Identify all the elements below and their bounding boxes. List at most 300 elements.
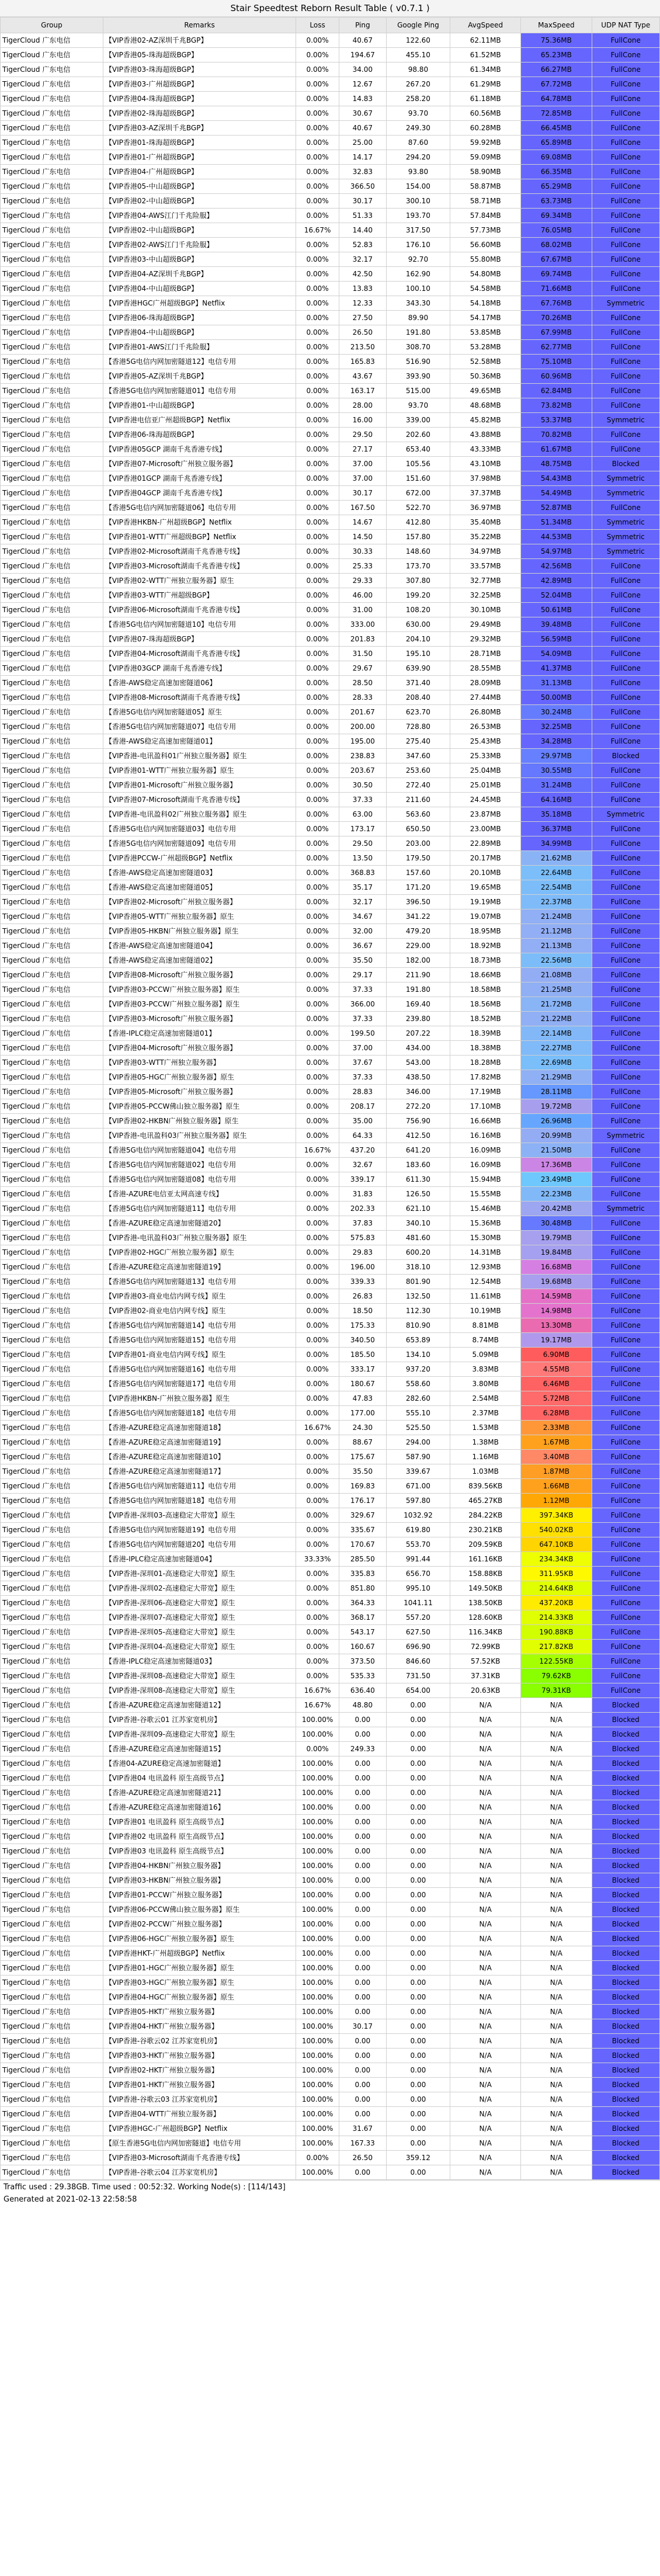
cell-google-ping: 396.50	[386, 895, 450, 909]
cell-avg-speed: 61.34MB	[450, 63, 521, 77]
cell-remarks: 【VIP香港02 电讯盈科 原生高级节点】	[103, 1829, 296, 1844]
cell-google-ping: 347.60	[386, 749, 450, 763]
cell-ping: 285.50	[339, 1552, 386, 1567]
table-row	[1, 179, 660, 194]
cell-avg-speed: N/A	[450, 1946, 521, 1961]
cell-udp-nat-type: FullCone	[592, 121, 660, 136]
cell-loss: 0.00%	[296, 1508, 339, 1523]
cell-group: TigerCloud 广东电信	[1, 267, 103, 282]
cell-group: TigerCloud 广东电信	[1, 442, 103, 457]
cell-loss: 0.00%	[296, 1640, 339, 1654]
cell-ping: 335.67	[339, 1523, 386, 1537]
cell-avg-speed: N/A	[450, 1742, 521, 1756]
cell-ping: 32.83	[339, 165, 386, 179]
cell-group: TigerCloud 广东电信	[1, 2063, 103, 2078]
cell-max-speed: 41.37MB	[521, 661, 592, 676]
cell-group: TigerCloud 广东电信	[1, 340, 103, 355]
cell-group: TigerCloud 广东电信	[1, 1990, 103, 2005]
cell-avg-speed: 18.28MB	[450, 1056, 521, 1070]
cell-group: TigerCloud 广东电信	[1, 1727, 103, 1742]
cell-avg-speed: 284.22KB	[450, 1508, 521, 1523]
cell-max-speed: N/A	[521, 1917, 592, 1932]
cell-avg-speed: 17.10MB	[450, 1099, 521, 1114]
cell-loss: 0.00%	[296, 1567, 339, 1581]
cell-remarks: 【VIP香港-电讯盈科01广州独立服务器】原生	[103, 749, 296, 763]
table-row	[1, 1362, 660, 1377]
cell-max-speed: N/A	[521, 1742, 592, 1756]
cell-remarks: 【VIP香港01-WTT广州独立服务器】原生	[103, 763, 296, 778]
cell-remarks: 【香港-AZURE稳定高速加密隧道19】	[103, 1435, 296, 1450]
cell-group: TigerCloud 广东电信	[1, 165, 103, 179]
cell-udp-nat-type: FullCone	[592, 778, 660, 793]
cell-ping: 169.83	[339, 1479, 386, 1494]
table-row	[1, 398, 660, 413]
cell-loss: 100.00%	[296, 2078, 339, 2092]
table-row	[1, 1172, 660, 1187]
cell-remarks: 【VIP香港02-WTT广州独立服务器】原生	[103, 574, 296, 588]
cell-google-ping: 653.40	[386, 442, 450, 457]
cell-remarks: 【VIP香港04 电讯盈科 原生高级节点】	[103, 1771, 296, 1786]
cell-google-ping: 0.00	[386, 1698, 450, 1713]
cell-loss: 0.00%	[296, 939, 339, 953]
table-row	[1, 457, 660, 471]
cell-max-speed: 22.14MB	[521, 1026, 592, 1041]
cell-max-speed: 5.72MB	[521, 1391, 592, 1406]
cell-max-speed: 69.34MB	[521, 209, 592, 223]
table-row	[1, 1333, 660, 1348]
cell-remarks: 【VIP香港08-Microsoft湖南千兆香港专线】	[103, 690, 296, 705]
cell-remarks: 【VIP香港-深圳09-高速稳定大带宽】原生	[103, 1727, 296, 1742]
cell-group: TigerCloud 广东电信	[1, 983, 103, 997]
cell-remarks: 【香港-AZURE稳定高速加密隧道17】	[103, 1464, 296, 1479]
cell-avg-speed: 52.58MB	[450, 355, 521, 369]
table-row	[1, 588, 660, 603]
cell-udp-nat-type: Blocked	[592, 1800, 660, 1815]
cell-ping: 0.00	[339, 1990, 386, 2005]
cell-udp-nat-type: FullCone	[592, 968, 660, 983]
cell-loss: 0.00%	[296, 106, 339, 121]
cell-max-speed: 28.11MB	[521, 1085, 592, 1099]
cell-max-speed: 19.84MB	[521, 1245, 592, 1260]
cell-max-speed: N/A	[521, 1800, 592, 1815]
cell-udp-nat-type: FullCone	[592, 1567, 660, 1581]
cell-udp-nat-type: Blocked	[592, 2151, 660, 2165]
cell-ping: 29.50	[339, 428, 386, 442]
table-row	[1, 1464, 660, 1479]
cell-google-ping: 294.00	[386, 1435, 450, 1450]
cell-group: TigerCloud 广东电信	[1, 63, 103, 77]
cell-avg-speed: 15.46MB	[450, 1202, 521, 1216]
cell-group: TigerCloud 广东电信	[1, 2107, 103, 2122]
cell-max-speed: 70.26MB	[521, 311, 592, 325]
cell-avg-speed: 18.66MB	[450, 968, 521, 983]
cell-max-speed: N/A	[521, 2049, 592, 2063]
cell-max-speed: N/A	[521, 1829, 592, 1844]
cell-group: TigerCloud 广东电信	[1, 1260, 103, 1275]
cell-ping: 249.33	[339, 1742, 386, 1756]
cell-group: TigerCloud 广东电信	[1, 1158, 103, 1172]
table-row	[1, 355, 660, 369]
cell-avg-speed: N/A	[450, 2019, 521, 2034]
cell-remarks: 【香港5G电信内网加密隧道15】电信专用	[103, 1333, 296, 1348]
cell-google-ping: 307.80	[386, 574, 450, 588]
cell-udp-nat-type: FullCone	[592, 1362, 660, 1377]
cell-remarks: 【VIP香港01-PCCW广州独立服务器】	[103, 1888, 296, 1903]
cell-avg-speed: 18.39MB	[450, 1026, 521, 1041]
cell-udp-nat-type: Blocked	[592, 1844, 660, 1859]
cell-udp-nat-type: FullCone	[592, 1537, 660, 1552]
cell-remarks: 【VIP香港-谷歌云01 江苏家宽机房】	[103, 1713, 296, 1727]
cell-max-speed: N/A	[521, 2019, 592, 2034]
cell-loss: 0.00%	[296, 1654, 339, 1669]
cell-max-speed: 20.99MB	[521, 1129, 592, 1143]
cell-loss: 0.00%	[296, 1202, 339, 1216]
table-row	[1, 1056, 660, 1070]
table-row	[1, 1202, 660, 1216]
table-row	[1, 778, 660, 793]
cell-group: TigerCloud 广东电信	[1, 121, 103, 136]
cell-ping: 30.50	[339, 778, 386, 793]
cell-avg-speed: 58.90MB	[450, 165, 521, 179]
cell-loss: 0.00%	[296, 282, 339, 296]
cell-google-ping: 639.90	[386, 661, 450, 676]
cell-google-ping: 810.90	[386, 1318, 450, 1333]
cell-udp-nat-type: FullCone	[592, 603, 660, 617]
cell-group: TigerCloud 广东电信	[1, 1479, 103, 1494]
cell-google-ping: 600.20	[386, 1245, 450, 1260]
cell-google-ping: 846.60	[386, 1654, 450, 1669]
cell-google-ping: 479.20	[386, 924, 450, 939]
cell-udp-nat-type: Blocked	[592, 1873, 660, 1888]
cell-udp-nat-type: FullCone	[592, 1406, 660, 1421]
cell-udp-nat-type: Blocked	[592, 1859, 660, 1873]
cell-udp-nat-type: FullCone	[592, 1056, 660, 1070]
cell-udp-nat-type: FullCone	[592, 238, 660, 252]
cell-avg-speed: N/A	[450, 1786, 521, 1800]
cell-group: TigerCloud 广东电信	[1, 428, 103, 442]
cell-ping: 0.00	[339, 1932, 386, 1946]
cell-remarks: 【VIP香港03-Microsoft广州独立服务器】	[103, 1012, 296, 1026]
cell-max-speed: 122.55KB	[521, 1654, 592, 1669]
cell-loss: 0.00%	[296, 1275, 339, 1289]
cell-avg-speed: 57.52KB	[450, 1654, 521, 1669]
cell-loss: 0.00%	[296, 194, 339, 209]
cell-max-speed: 647.10KB	[521, 1537, 592, 1552]
cell-remarks: 【VIP香港05-WTT广州独立服务器】原生	[103, 909, 296, 924]
cell-avg-speed: 27.44MB	[450, 690, 521, 705]
cell-loss: 0.00%	[296, 1099, 339, 1114]
cell-google-ping: 1032.92	[386, 1508, 450, 1523]
table-body	[1, 33, 660, 2180]
table-row	[1, 1654, 660, 1669]
cell-max-speed: 19.72MB	[521, 1099, 592, 1114]
cell-loss: 100.00%	[296, 1829, 339, 1844]
cell-max-speed: 14.59MB	[521, 1289, 592, 1304]
cell-google-ping: 0.00	[386, 1713, 450, 1727]
cell-loss: 100.00%	[296, 1786, 339, 1800]
cell-udp-nat-type: FullCone	[592, 267, 660, 282]
cell-udp-nat-type: FullCone	[592, 690, 660, 705]
cell-udp-nat-type: FullCone	[592, 1391, 660, 1406]
cell-google-ping: 0.00	[386, 1961, 450, 1976]
cell-udp-nat-type: FullCone	[592, 1172, 660, 1187]
cell-max-speed: 437.20KB	[521, 1596, 592, 1610]
cell-remarks: 【VIP香港07-Microsoft广州独立服务器】	[103, 457, 296, 471]
cell-max-speed: 21.08MB	[521, 968, 592, 983]
cell-max-speed: 19.79MB	[521, 1231, 592, 1245]
cell-ping: 14.83	[339, 92, 386, 106]
cell-max-speed: N/A	[521, 1961, 592, 1976]
cell-group: TigerCloud 广东电信	[1, 179, 103, 194]
cell-avg-speed: 465.27KB	[450, 1494, 521, 1508]
cell-max-speed: 6.90MB	[521, 1348, 592, 1362]
cell-group: TigerCloud 广东电信	[1, 1844, 103, 1859]
cell-loss: 0.00%	[296, 150, 339, 165]
cell-avg-speed: 18.38MB	[450, 1041, 521, 1056]
cell-google-ping: 258.20	[386, 92, 450, 106]
cell-loss: 0.00%	[296, 1216, 339, 1231]
cell-ping: 535.33	[339, 1669, 386, 1683]
cell-avg-speed: N/A	[450, 2122, 521, 2136]
table-row	[1, 1815, 660, 1829]
cell-loss: 0.00%	[296, 544, 339, 559]
cell-remarks: 【VIP香港04-HKBN广州独立服务器】	[103, 1859, 296, 1873]
cell-ping: 333.17	[339, 1362, 386, 1377]
cell-loss: 0.00%	[296, 384, 339, 398]
cell-remarks: 【香港-AZURE稳定高速加密隧道21】	[103, 1786, 296, 1800]
cell-google-ping: 557.20	[386, 1610, 450, 1625]
cell-max-speed: 62.84MB	[521, 384, 592, 398]
cell-udp-nat-type: FullCone	[592, 1041, 660, 1056]
cell-loss: 0.00%	[296, 1012, 339, 1026]
cell-group: TigerCloud 广东电信	[1, 763, 103, 778]
cell-group: TigerCloud 广东电信	[1, 1800, 103, 1815]
cell-google-ping: 627.50	[386, 1625, 450, 1640]
cell-ping: 64.33	[339, 1129, 386, 1143]
cell-google-ping: 0.00	[386, 2107, 450, 2122]
cell-loss: 0.00%	[296, 1231, 339, 1245]
cell-udp-nat-type: FullCone	[592, 1289, 660, 1304]
cell-udp-nat-type: Blocked	[592, 1771, 660, 1786]
cell-udp-nat-type: Blocked	[592, 2107, 660, 2122]
cell-google-ping: 393.90	[386, 369, 450, 384]
cell-max-speed: N/A	[521, 2165, 592, 2180]
cell-group: TigerCloud 广东电信	[1, 720, 103, 734]
table-row	[1, 734, 660, 749]
cell-group: TigerCloud 广东电信	[1, 136, 103, 150]
cell-avg-speed: 29.32MB	[450, 632, 521, 647]
cell-remarks: 【VIP香港-电讯盈科03广州独立服务器】原生	[103, 1231, 296, 1245]
cell-google-ping: 162.90	[386, 267, 450, 282]
cell-avg-speed: 3.83MB	[450, 1362, 521, 1377]
cell-group: TigerCloud 广东电信	[1, 48, 103, 63]
cell-loss: 100.00%	[296, 1844, 339, 1859]
cell-loss: 100.00%	[296, 1946, 339, 1961]
cell-remarks: 【香港5G电信内网加密隧道20】电信专用	[103, 1537, 296, 1552]
cell-udp-nat-type: FullCone	[592, 1640, 660, 1654]
table-row	[1, 720, 660, 734]
cell-udp-nat-type: FullCone	[592, 1026, 660, 1041]
cell-remarks: 【VIP香港02-PCCW广州独立服务器】	[103, 1917, 296, 1932]
cell-max-speed: 21.25MB	[521, 983, 592, 997]
cell-remarks: 【VIP香港-深圳08-高速稳定大带宽】原生	[103, 1669, 296, 1683]
cell-udp-nat-type: Blocked	[592, 1815, 660, 1829]
cell-ping: 851.80	[339, 1581, 386, 1596]
cell-ping: 32.17	[339, 252, 386, 267]
cell-remarks: 【VIP香港-谷歌云03 江苏家宽机房】	[103, 2092, 296, 2107]
cell-group: TigerCloud 广东电信	[1, 1596, 103, 1610]
cell-avg-speed: 43.88MB	[450, 428, 521, 442]
cell-udp-nat-type: FullCone	[592, 1143, 660, 1158]
cell-remarks: 【香港5G电信内网加密隧道11】电信专用	[103, 1202, 296, 1216]
cell-avg-speed: N/A	[450, 1917, 521, 1932]
cell-group: TigerCloud 广东电信	[1, 2049, 103, 2063]
table-row	[1, 749, 660, 763]
cell-ping: 30.17	[339, 486, 386, 501]
cell-udp-nat-type: FullCone	[592, 1304, 660, 1318]
cell-ping: 0.00	[339, 1756, 386, 1771]
cell-remarks: 【香港5G电信内网加密隧道01】电信专用	[103, 384, 296, 398]
cell-max-speed: 21.13MB	[521, 939, 592, 953]
cell-avg-speed: 50.36MB	[450, 369, 521, 384]
cell-group: TigerCloud 广东电信	[1, 1698, 103, 1713]
cell-max-speed: N/A	[521, 2034, 592, 2049]
cell-group: TigerCloud 广东电信	[1, 106, 103, 121]
cell-ping: 47.83	[339, 1391, 386, 1406]
cell-remarks: 【香港5G电信内网加密隧道12】电信专用	[103, 355, 296, 369]
cell-google-ping: 318.10	[386, 1260, 450, 1275]
cell-ping: 167.33	[339, 2136, 386, 2151]
cell-google-ping: 300.10	[386, 194, 450, 209]
cell-ping: 46.00	[339, 588, 386, 603]
cell-remarks: 【VIP香港07-珠海超级BGP】	[103, 632, 296, 647]
cell-loss: 0.00%	[296, 398, 339, 413]
cell-remarks: 【VIP香港03-广州超级BGP】	[103, 77, 296, 92]
cell-loss: 0.00%	[296, 209, 339, 223]
cell-group: TigerCloud 广东电信	[1, 1917, 103, 1932]
cell-udp-nat-type: Blocked	[592, 1742, 660, 1756]
cell-google-ping: 455.10	[386, 48, 450, 63]
cell-ping: 0.00	[339, 2165, 386, 2180]
cell-ping: 0.00	[339, 1917, 386, 1932]
cell-group: TigerCloud 广东电信	[1, 33, 103, 48]
cell-loss: 0.00%	[296, 807, 339, 822]
cell-udp-nat-type: Symmetric	[592, 1202, 660, 1216]
cell-max-speed: 20.42MB	[521, 1202, 592, 1216]
cell-max-speed: 42.56MB	[521, 559, 592, 574]
cell-google-ping: 169.40	[386, 997, 450, 1012]
cell-avg-speed: 34.97MB	[450, 544, 521, 559]
cell-udp-nat-type: FullCone	[592, 325, 660, 340]
cell-google-ping: 211.90	[386, 968, 450, 983]
cell-udp-nat-type: FullCone	[592, 282, 660, 296]
cell-group: TigerCloud 广东电信	[1, 1099, 103, 1114]
cell-avg-speed: 1.53MB	[450, 1421, 521, 1435]
cell-avg-speed: 3.80MB	[450, 1377, 521, 1391]
cell-udp-nat-type: FullCone	[592, 501, 660, 515]
table-row	[1, 136, 660, 150]
cell-remarks: 【VIP香港03-PCCW广州独立服务器】原生	[103, 997, 296, 1012]
cell-ping: 29.67	[339, 661, 386, 676]
cell-google-ping: 995.10	[386, 1581, 450, 1596]
cell-loss: 0.00%	[296, 1610, 339, 1625]
cell-loss: 0.00%	[296, 617, 339, 632]
cell-group: TigerCloud 广东电信	[1, 1114, 103, 1129]
cell-remarks: 【VIP香港-电讯盈科03广州独立服务器】原生	[103, 1129, 296, 1143]
cell-google-ping: 272.20	[386, 1099, 450, 1114]
cell-group: TigerCloud 广东电信	[1, 1829, 103, 1844]
cell-max-speed: 26.96MB	[521, 1114, 592, 1129]
cell-google-ping: 0.00	[386, 1829, 450, 1844]
cell-max-speed: 1.87MB	[521, 1464, 592, 1479]
cell-max-speed: 3.40MB	[521, 1450, 592, 1464]
cell-group: TigerCloud 广东电信	[1, 1610, 103, 1625]
cell-loss: 16.67%	[296, 1143, 339, 1158]
cell-loss: 100.00%	[296, 2107, 339, 2122]
cell-remarks: 【VIP香港HGC-广州超级BGP】Netflix	[103, 2122, 296, 2136]
table-row	[1, 1567, 660, 1581]
cell-loss: 100.00%	[296, 2122, 339, 2136]
cell-max-speed: 65.29MB	[521, 179, 592, 194]
cell-remarks: 【VIP香港05-HGC广州独立服务器】原生	[103, 1070, 296, 1085]
cell-remarks: 【VIP香港PCCW-广州超级BGP】Netflix	[103, 851, 296, 866]
cell-group: TigerCloud 广东电信	[1, 2122, 103, 2136]
cell-group: TigerCloud 广东电信	[1, 749, 103, 763]
cell-udp-nat-type: FullCone	[592, 1450, 660, 1464]
cell-loss: 33.33%	[296, 1552, 339, 1567]
cell-ping: 28.50	[339, 676, 386, 690]
cell-udp-nat-type: FullCone	[592, 384, 660, 398]
cell-loss: 100.00%	[296, 2136, 339, 2151]
cell-max-speed: 1.12MB	[521, 1494, 592, 1508]
table-row	[1, 1085, 660, 1099]
cell-avg-speed: 230.21KB	[450, 1523, 521, 1537]
cell-ping: 163.17	[339, 384, 386, 398]
cell-udp-nat-type: FullCone	[592, 1070, 660, 1085]
cell-group: TigerCloud 广东电信	[1, 1304, 103, 1318]
cell-max-speed: 69.08MB	[521, 150, 592, 165]
cell-group: TigerCloud 广东电信	[1, 398, 103, 413]
cell-google-ping: 0.00	[386, 1742, 450, 1756]
cell-udp-nat-type: FullCone	[592, 165, 660, 179]
cell-ping: 51.33	[339, 209, 386, 223]
cell-max-speed: 50.00MB	[521, 690, 592, 705]
cell-avg-speed: N/A	[450, 1990, 521, 2005]
cell-avg-speed: 8.74MB	[450, 1333, 521, 1348]
cell-google-ping: 346.00	[386, 1085, 450, 1099]
cell-google-ping: 112.30	[386, 1304, 450, 1318]
cell-remarks: 【香港5G电信内网加密隧道06】电信专用	[103, 501, 296, 515]
cell-ping: 13.50	[339, 851, 386, 866]
cell-google-ping: 294.20	[386, 150, 450, 165]
cell-avg-speed: 18.73MB	[450, 953, 521, 968]
cell-remarks: 【VIP香港05-Microsoft广州独立服务器】	[103, 1085, 296, 1099]
cell-max-speed: N/A	[521, 1844, 592, 1859]
cell-google-ping: 0.00	[386, 1844, 450, 1859]
cell-loss: 0.00%	[296, 428, 339, 442]
cell-loss: 0.00%	[296, 1435, 339, 1450]
cell-avg-speed: 15.36MB	[450, 1216, 521, 1231]
cell-avg-speed: 116.34KB	[450, 1625, 521, 1640]
cell-udp-nat-type: Symmetric	[592, 471, 660, 486]
table-row	[1, 1026, 660, 1041]
table-row	[1, 895, 660, 909]
cell-google-ping: 0.00	[386, 1976, 450, 1990]
cell-avg-speed: 23.00MB	[450, 822, 521, 836]
cell-avg-speed: 25.43MB	[450, 734, 521, 749]
cell-avg-speed: 14.31MB	[450, 1245, 521, 1260]
cell-max-speed: 21.29MB	[521, 1070, 592, 1085]
